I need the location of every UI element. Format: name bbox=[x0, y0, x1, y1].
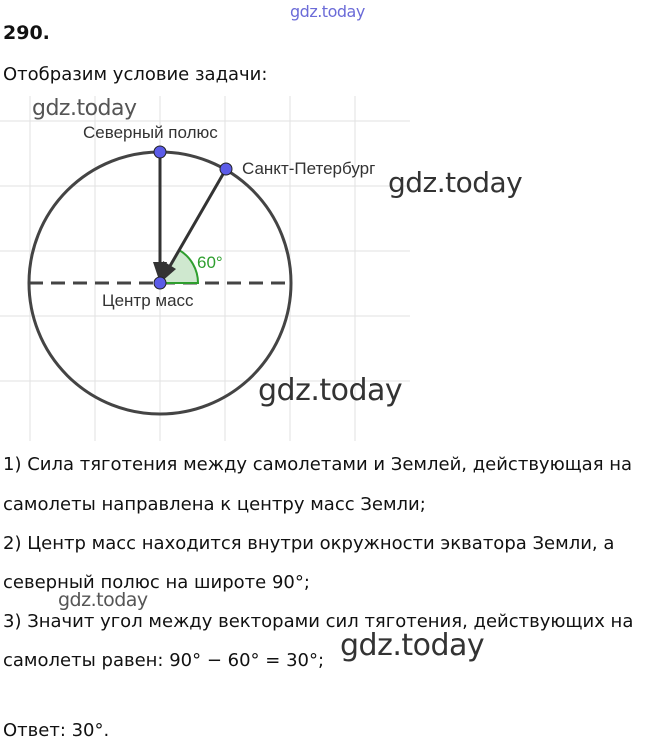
watermark: gdz.today bbox=[290, 2, 365, 21]
text-line: 3) Значит угол между векторами сил тяготения, действующих на bbox=[3, 611, 634, 632]
text-line: 1) Сила тяготения между самолетами и Землей, действующая на bbox=[3, 454, 633, 475]
label-center: Центр масс bbox=[102, 291, 194, 310]
problem-number: 290. bbox=[3, 22, 50, 44]
intro-text: Отобразим условие задачи: bbox=[3, 64, 268, 85]
watermark: gdz.today bbox=[258, 373, 403, 408]
point-spb bbox=[220, 163, 232, 175]
point-center bbox=[154, 277, 166, 289]
label-spb: Санкт-Петербург bbox=[242, 159, 376, 178]
angle-label: 60° bbox=[197, 253, 223, 272]
answer-text: Ответ: 30°. bbox=[3, 720, 110, 741]
watermark: gdz.today bbox=[58, 589, 148, 611]
watermark: gdz.today bbox=[388, 166, 523, 199]
text-line: самолеты направлена к центру масс Земли; bbox=[3, 494, 426, 515]
point-north bbox=[154, 146, 166, 158]
text-line: 2) Центр масс находится внутри окружности экватора Земли, а bbox=[3, 533, 615, 554]
text-line: самолеты равен: 90° − 60° = 30°; bbox=[3, 650, 325, 671]
watermark: gdz.today bbox=[340, 628, 485, 663]
watermark: gdz.today bbox=[32, 96, 137, 121]
label-north: Северный полюс bbox=[83, 123, 218, 142]
text-line: северный полюс на широте 90°; bbox=[3, 572, 310, 593]
